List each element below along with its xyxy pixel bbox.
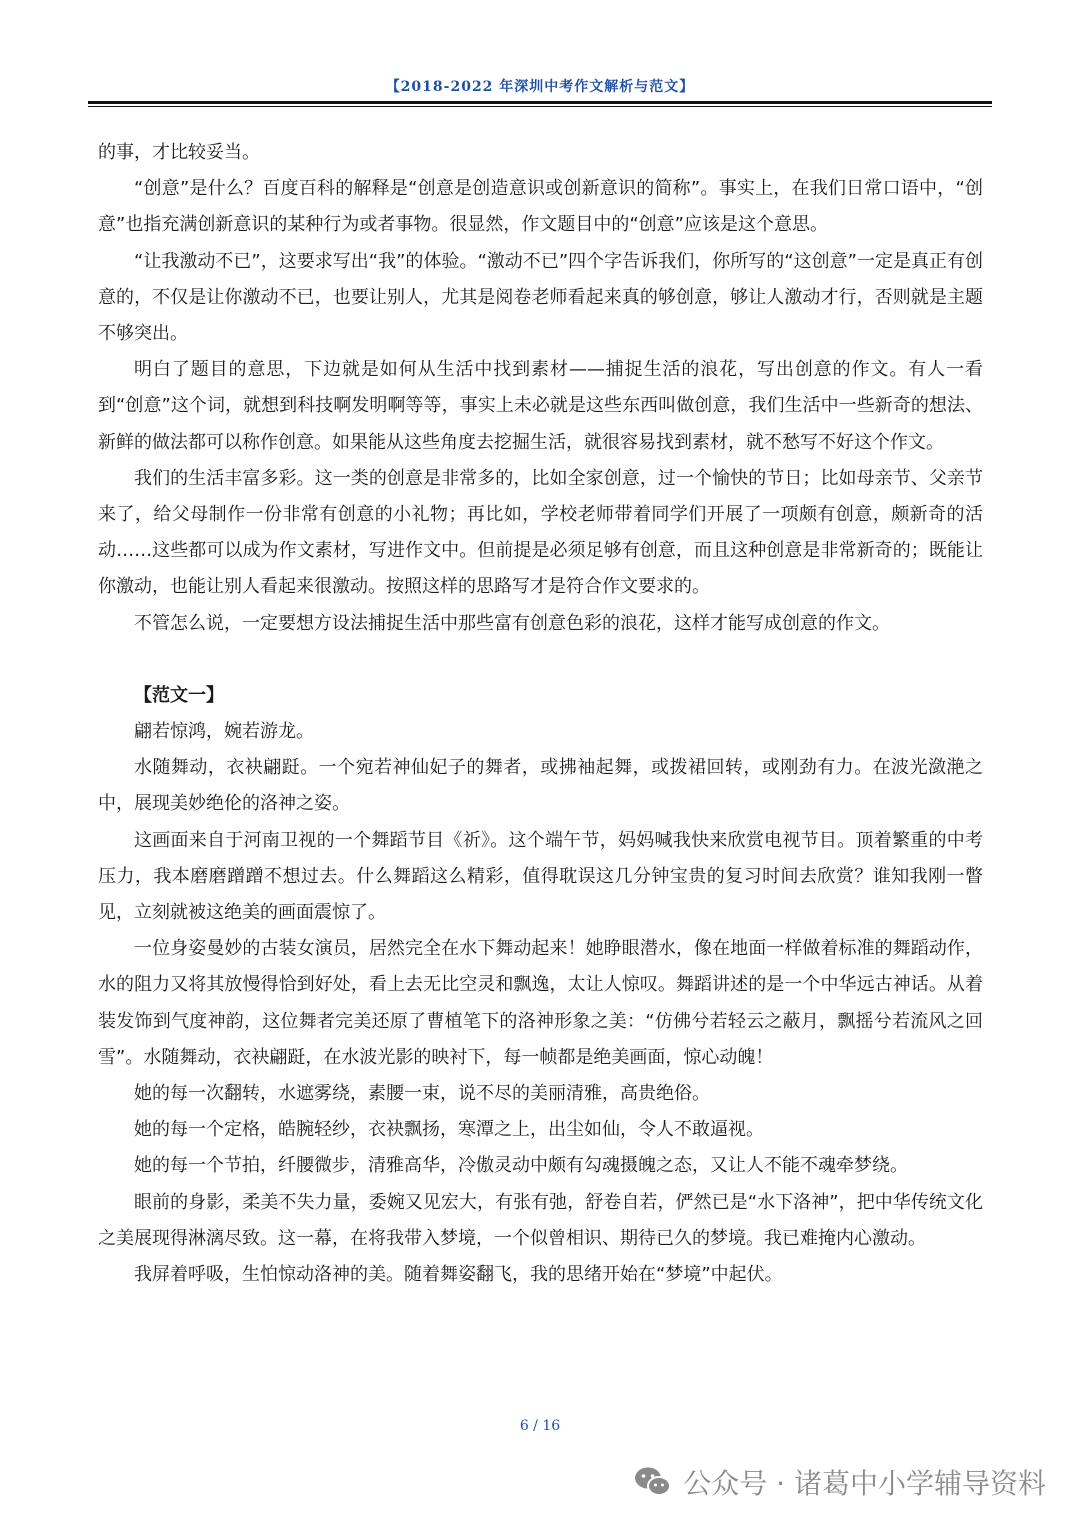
section-gap [98,642,983,678]
essay-paragraph: 她的每一个节拍，纤腰微步，清雅高华，冷傲灵动中颇有勾魂摄魄之态，又让人不能不魂牵梦绕。 [134,1155,908,1177]
watermark [633,1462,1046,1502]
paragraph: 不管怎么说，一定要想方设法捕捉生活中那些富有创意色彩的浪花，这样才能写成创意的作文。 [134,612,890,634]
essay-paragraph: 她的每一次翻转，水遮雾绕，素腰一束，说不尽的美丽清雅，高贵绝俗。 [134,1083,710,1105]
section-title: 【范文一】 [134,684,224,706]
watermark-text: 公众号 · 诸葛中小学辅导资料 [683,1467,1046,1500]
essay-paragraph: 我屏着呼吸，生怕惊动洛神的美。随着舞姿翻飞，我的思绪开始在“梦境”中起伏。 [134,1264,783,1286]
essay-paragraph: 眼前的身影，柔美不失力量，委婉又见宏大，有张有弛，舒卷自若，俨然已是“水下洛神”，把中华传统文化之美展现得淋漓尽致。这一幕，在将我带入梦境，一个似曾相识、期待已久的梦境。我已难掩内心激动。 [98,1191,983,1249]
essay-paragraph: 她的每一个定格，皓腕轻纱，衣袂飘扬，寒潭之上，出尘如仙，令人不敢逼视。 [134,1119,764,1141]
essay-paragraph: 水随舞动，衣袂翩跹。一个宛若神仙妃子的舞者，或拂袖起舞，或拨裙回转，或刚劲有力。在波光潋滟之中，展现美妙绝伦的洛神之姿。 [98,757,983,815]
document-header-title: 【2018-2022 年深圳中考作文解析与范文】 [385,79,695,95]
paragraph: 我们的生活丰富多彩。这一类的创意是非常多的，比如全家创意，过一个愉快的节日；比如母亲节、父亲节来了，给父母制作一份非常有创意的小礼物；再比如，学校老师带着同学们开展了一项颇有创意，颇新奇的活动……这些都可以成为作文素材，写进作文中。但前提是必须足够有创意，而且这种创意是非常新奇的；既能让你激动，也能让别人看起来很激动。按照这样的思路写才是符合作文要求的。 [98,467,983,598]
paragraph: 明白了题目的意思，下边就是如何从生活中找到素材——捕捉生活的浪花，写出创意的作文。有人一看到“创意”这个词，就想到科技啊发明啊等等，事实上未必就是这些东西叫做创意，我们生活中一些新奇的想法、新鲜的做法都可以称作创意。如果能从这些角度去挖掘生活，就很容易找到素材，就不愁写不好这个作文。 [98,359,983,453]
paragraph: “创意”是什么？百度百科的解释是“创意是创造意识或创新意识的简称”。事实上，在我们日常口语中，“创意”也指充满创新意识的某种行为或者事物。很显然，作文题目中的“创意”应该是这个意思。 [98,178,983,236]
document-body [98,135,983,1293]
paragraph: “让我激动不已”，这要求写出“我”的体验。“激动不已”四个字告诉我们，你所写的“这创意”一定是真正有创意的，不仅是让你激动不已，也要让别人，尤其是阅卷老师看起来真的够创意，够让人激动才行，否则就是主题不够突出。 [98,250,983,345]
page-number: 6 / 16 [519,1418,561,1434]
wechat-icon [633,1465,673,1499]
header-rule-thin [88,106,992,107]
essay-paragraph: 这画面来自于河南卫视的一个舞蹈节目《祈》。这个端午节，妈妈喊我快来欣赏电视节目。顶着繁重的中考压力，我本磨磨蹭蹭不想过去。什么舞蹈这么精彩，值得耽误这几分钟宝贵的复习时间去欣赏？谁知我刚一瞥见，立刻就被这绝美的画面震惊了。 [98,829,983,924]
paragraph: 的事，才比较妥当。 [98,142,260,163]
essay-paragraph: 翩若惊鸿，婉若游龙。 [134,721,314,743]
essay-paragraph: 一位身姿曼妙的古装女演员，居然完全在水下舞动起来！她睁眼潜水，像在地面一样做着标准的舞蹈动作，水的阻力又将其放慢得恰到好处，看上去无比空灵和飘逸，太让人惊叹。舞蹈讲述的是一个中华远古神话。从着装发饰到气度神韵，这位舞者完美还原了曹植笔下的洛神形象之美：“仿佛兮若轻云之蔽月，飘摇兮若流风之回雪”。水随舞动，衣袂翩跹，在水波光影的映衬下，每一帧都是绝美画面，惊心动魄！ [98,938,983,1068]
header-rule-thick [88,101,992,104]
